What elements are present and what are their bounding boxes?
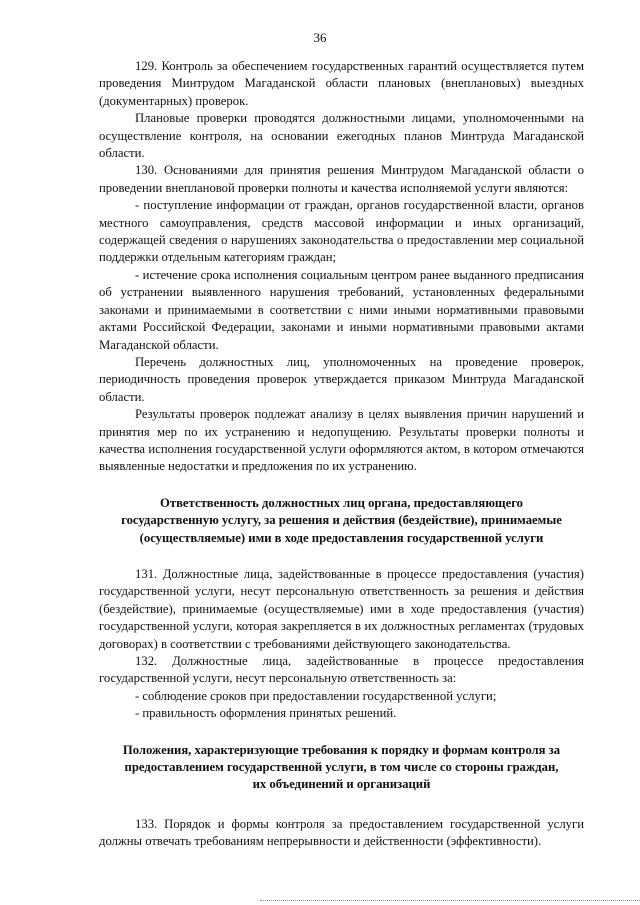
paragraph-130: 130. Основаниями для принятия решения Минтрудом Магаданской области о проведении внеплановой проверки полноты и качества исполняемой услуги являются:: [99, 163, 584, 195]
paragraph-132: 132. Должностные лица, задействованные в процессе предоставления государственной услуги, несут персональную ответственность за:: [99, 654, 584, 686]
page-number: 36: [313, 30, 327, 45]
paragraph-inspection-results: Результаты проверок подлежат анализу в целях выявления причин нарушений и принятия мер по их устранению и недопущению. Результаты проверки полноты и качества исполнения государственной услуги оформляются актом, в котором отмечаются выявленные недостатки и предложения по их устранению.: [99, 407, 584, 474]
list-item-order-expiry: - истечение срока исполнения социальным центром ранее выданного предписания об устранении выявленного нарушения требований, установленных федеральными законами и принимаемыми в соответствии с ними иными нормативными правовыми актами Российской Федерации, законами и иными нормативными правовыми актами Магаданской области.: [99, 267, 584, 352]
list-item-deadlines: - соблюдение сроков при предоставлении государственной услуги;: [135, 688, 497, 703]
document-body: [99, 58, 584, 851]
paragraph-131: 131. Должностные лица, задействованные в процессе предоставления (участия) государственной услуги, несут персональную ответственность за решения и действия (бездействие), принимаемые (осуществляемые) ими в ходе предоставления (участия) государственной услуги, которая закрепляется в их должностных регламентах (трудовых договорах) в соответствии с требованиями действующего законодательства.: [99, 566, 584, 651]
scan-edge-line: [260, 900, 640, 902]
paragraph-planned-inspections: Плановые проверки проводятся должностными лицами, уполномоченными на осуществление контроля, на основании ежегодных планов Минтруда Магаданской области.: [99, 111, 584, 161]
paragraph-officials-list: Перечень должностных лиц, уполномоченных на проведение проверок, периодичность проведения проверок утверждается приказом Минтруда Магаданской области.: [99, 354, 584, 404]
paragraph-129: 129. Контроль за обеспечением государственных гарантий осуществляется путем проведения Минтрудом Магаданской области плановых (внеплановых) выездных (документарных) проверок.: [99, 59, 584, 108]
paragraph-133: 133. Порядок и формы контроля за предоставлением государственной услуги должны отвечать требованиям непрерывности и действенности (эффективности).: [99, 816, 584, 849]
list-item-decisions: - правильность оформления принятых решений.: [135, 706, 397, 721]
section-heading-responsibility: Ответственность должностных лиц органа, предоставляющего государственную услугу, за решения и действия (бездействие), принимаемые (осуществляемые) ими в ходе предоставления государственной услуги: [121, 495, 562, 545]
list-item-information-receipt: - поступление информации от граждан, органов государственной власти, органов местного самоуправления, средств массовой информации и иных организаций, содержащей сведения о нарушениях законодательства о предоставлении мер социальной поддержки отдельным категориям граждан;: [99, 198, 584, 265]
section-heading-control-requirements: Положения, характеризующие требования к порядку и формам контроля за предоставлением государственной услуги, в том числе со стороны граждан, их объединений и организаций: [122, 742, 561, 792]
